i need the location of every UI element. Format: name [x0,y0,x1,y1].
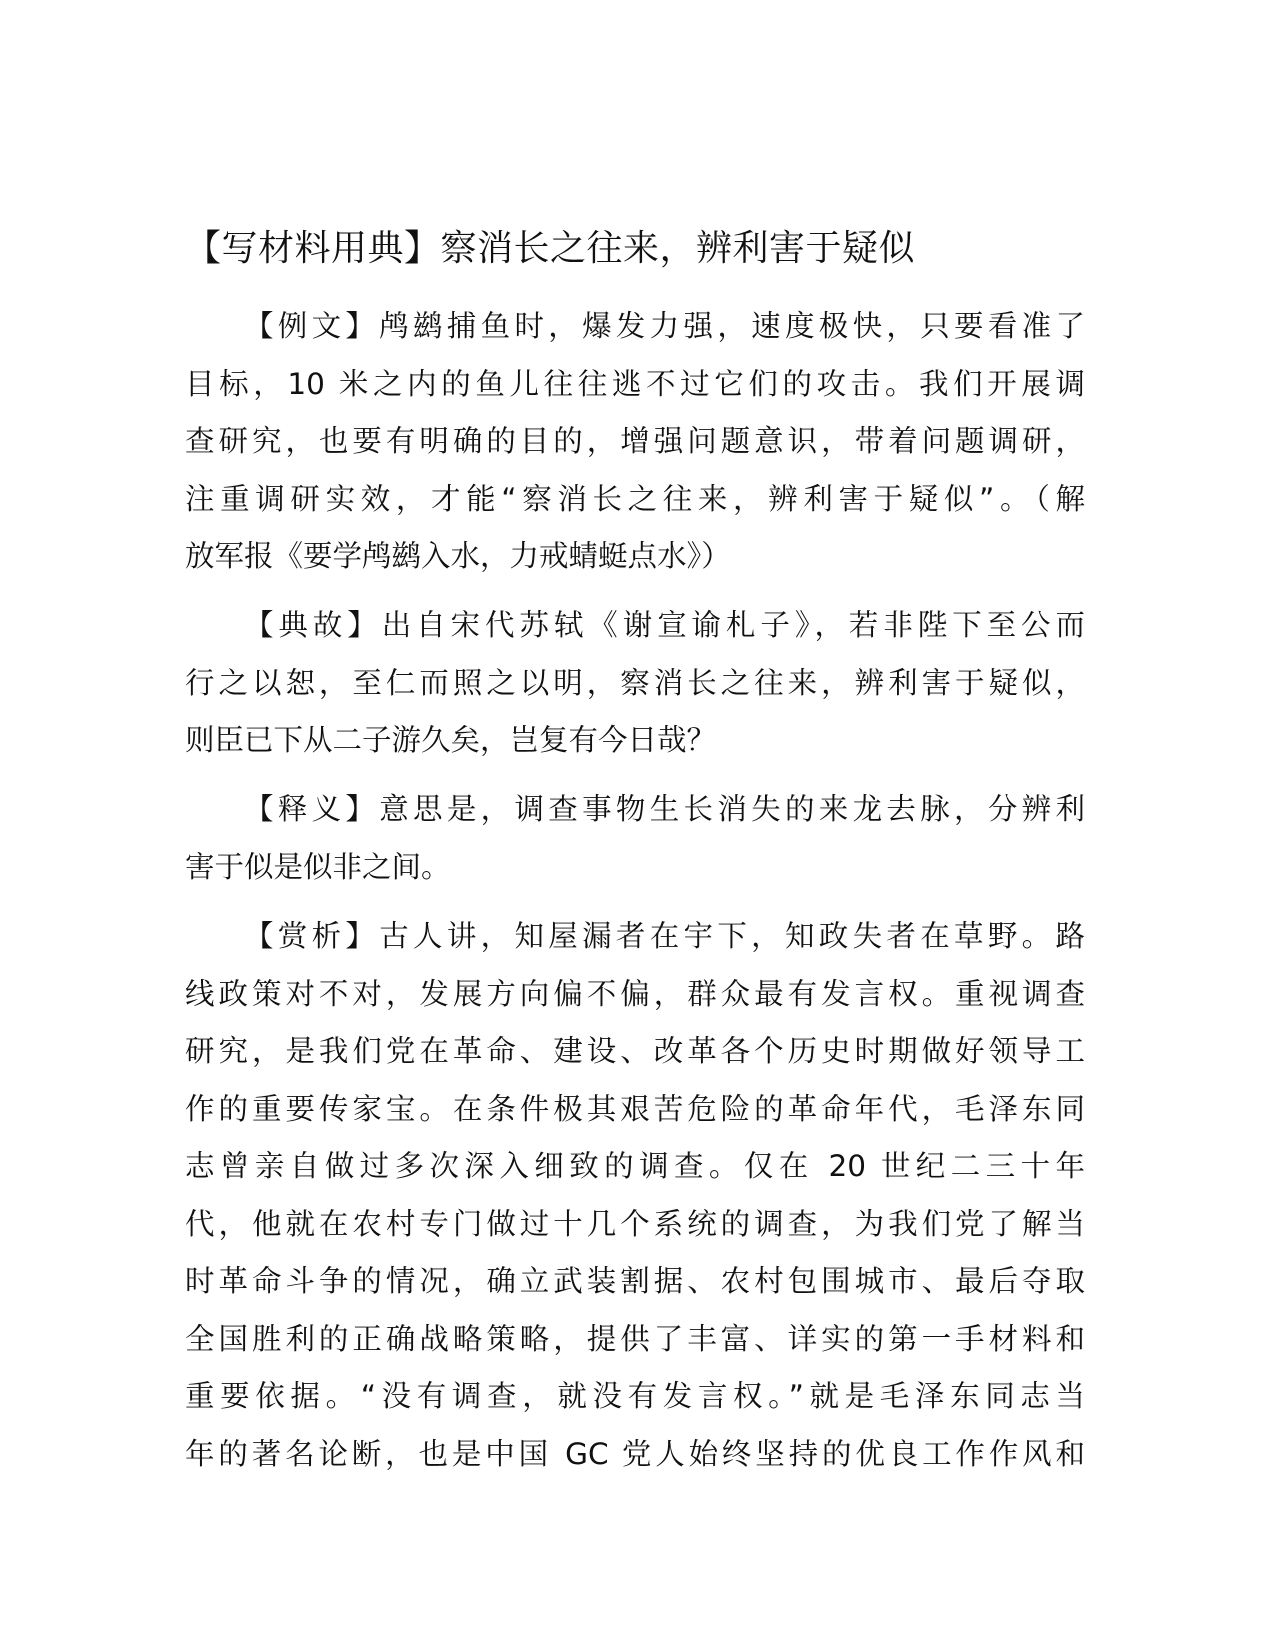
paragraph-line: 查研究，也要有明确的目的，增强问题意识，带着问题调研， [185,424,1085,458]
example-paragraph [185,298,1085,586]
allusion-paragraph [185,597,1085,770]
paragraph-line: 目标，10 米之内的鱼儿往往逃不过它们的攻击。我们开展调 [185,366,1085,401]
paragraph-line: 作的重要传家宝。在条件极其艰苦危险的革命年代，毛泽东同 [185,1091,1085,1126]
paragraph-line: 重要依据。“没有调查，就没有发言权。”就是毛泽东同志当 [185,1379,1085,1413]
paragraph-line: 研究，是我们党在革命、建设、改革各个历史时期做好领导工 [185,1034,1085,1068]
paragraph-line: 行之以恕，至仁而照之以明，察消长之往来，辨利害于疑似， [185,665,1085,700]
paragraph-line: 害于似是似非之间。 [185,849,451,884]
meaning-paragraph [185,781,1085,896]
page-title: 【写材料用典】察消长之往来，辨利害于疑似 [185,228,916,269]
paragraph-line: 【例文】鸬鹚捕鱼时，爆发力强，速度极快，只要看准了 [244,309,1085,343]
paragraph-line: 放军报《要学鸬鹚入水，力戒蜻蜓点水》） [185,539,731,573]
analysis-paragraph [185,908,1085,1483]
paragraph-line: 则臣已下从二子游久矣，岂复有今日哉？ [185,723,717,757]
paragraph-line: 志曾亲自做过多次深入细致的调查。仅在 20 世纪二三十年 [185,1149,1085,1183]
paragraph-line: 【赏析】古人讲，知屋漏者在宇下，知政失者在草野。路 [244,919,1085,953]
paragraph-line: 线政策对不对，发展方向偏不偏，群众最有发言权。重视调查 [185,976,1085,1011]
paragraph-line: 代，他就在农村专门做过十几个系统的调查，为我们党了解当 [185,1206,1085,1241]
paragraph-line: 时革命斗争的情况，确立武装割据、农村包围城市、最后夺取 [185,1264,1085,1298]
paragraph-line: 注重调研实效，才能“察消长之往来，辨利害于疑似”。（解 [185,481,1085,516]
paragraph-line: 【释义】意思是，调查事物生长消失的来龙去脉，分辨利 [244,792,1085,826]
paragraph-line: 全国胜利的正确战略策略，提供了丰富、详实的第一手材料和 [185,1321,1085,1356]
paragraph-line: 年的著名论断，也是中国 GC 党人始终坚持的优良工作作风和 [185,1436,1085,1471]
paragraph-line: 【典故】出自宋代苏轼《谢宣谕札子》，若非陛下至公而 [244,608,1085,642]
